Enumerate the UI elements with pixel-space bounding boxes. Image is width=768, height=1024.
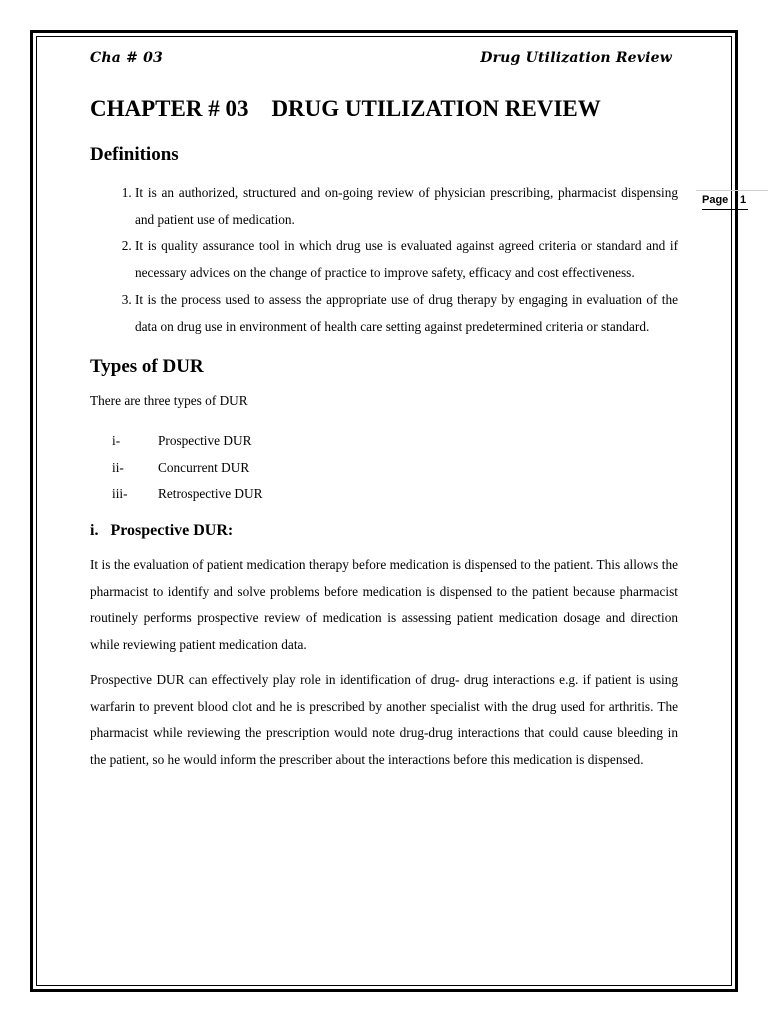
types-list: [90, 428, 678, 508]
definition-item: 3. It is the process used to assess the appropriate use of drug therapy by engaging in evaluation of the data on drug use in environment of health care setting against predetermined criteria or standard.: [135, 287, 678, 340]
types-heading: Types of DUR: [90, 356, 204, 378]
running-header-left: Cha # 03: [90, 50, 163, 66]
definitions-list: [90, 180, 678, 340]
page-tab-top-rule: [696, 190, 768, 191]
page-content: [90, 90, 678, 774]
definition-item: 2. It is quality assurance tool in which drug use is evaluated against agreed criteria or standard and if necessary advices on the change of practice to improve safety, efficacy and cost effectiveness.: [135, 233, 678, 286]
page-tab-divider: [735, 191, 736, 209]
page-tab-underline: [702, 209, 748, 210]
types-intro: There are three types of DUR: [90, 393, 248, 409]
list-item-label: Prospective DUR: [158, 432, 252, 448]
definitions-heading: Definitions: [90, 144, 179, 165]
list-item-label: Retrospective DUR: [158, 486, 263, 502]
chapter-title: CHAPTER # 03 DRUG UTILIZATION REVIEW: [90, 96, 601, 121]
list-item: [90, 428, 678, 455]
list-item-number: ii-: [112, 459, 124, 475]
definition-item: 1. It is an authorized, structured and on-going review of physician prescribing, pharmacist dispensing and patient use of medication.: [135, 180, 678, 233]
list-item-label: Concurrent DUR: [158, 459, 250, 475]
prospective-paragraph-1: It is the evaluation of patient medication therapy before medication is dispensed to the patient. This allows the pharmacist to identify and solve problems before medication is dispensed to the patient because pharmacist routinely performs prospective review of medication is assessing patient medication dosage and direction while reviewing patient medication data.: [90, 557, 678, 653]
prospective-heading: i. Prospective DUR:: [90, 522, 234, 540]
list-item-number: i-: [112, 432, 121, 448]
prospective-paragraph-2: Prospective DUR can effectively play role in identification of drug- drug interactions e.g. if patient is using warfarin to prevent blood clot and he is prescribed by another specialist with the drug used for arthritis. The pharmacist while reviewing the prescription would note drug-drug interactions that could cause bleeding in the patient, so he would inform the prescriber about the interactions before this medication is dispensed.: [90, 671, 678, 767]
list-item: [90, 455, 678, 482]
list-item: [90, 481, 678, 508]
page-number: 1: [740, 194, 747, 206]
running-header-right: Drug Utilization Review: [480, 50, 672, 66]
list-item-number: iii-: [112, 486, 128, 502]
page-label: Page: [702, 194, 729, 206]
